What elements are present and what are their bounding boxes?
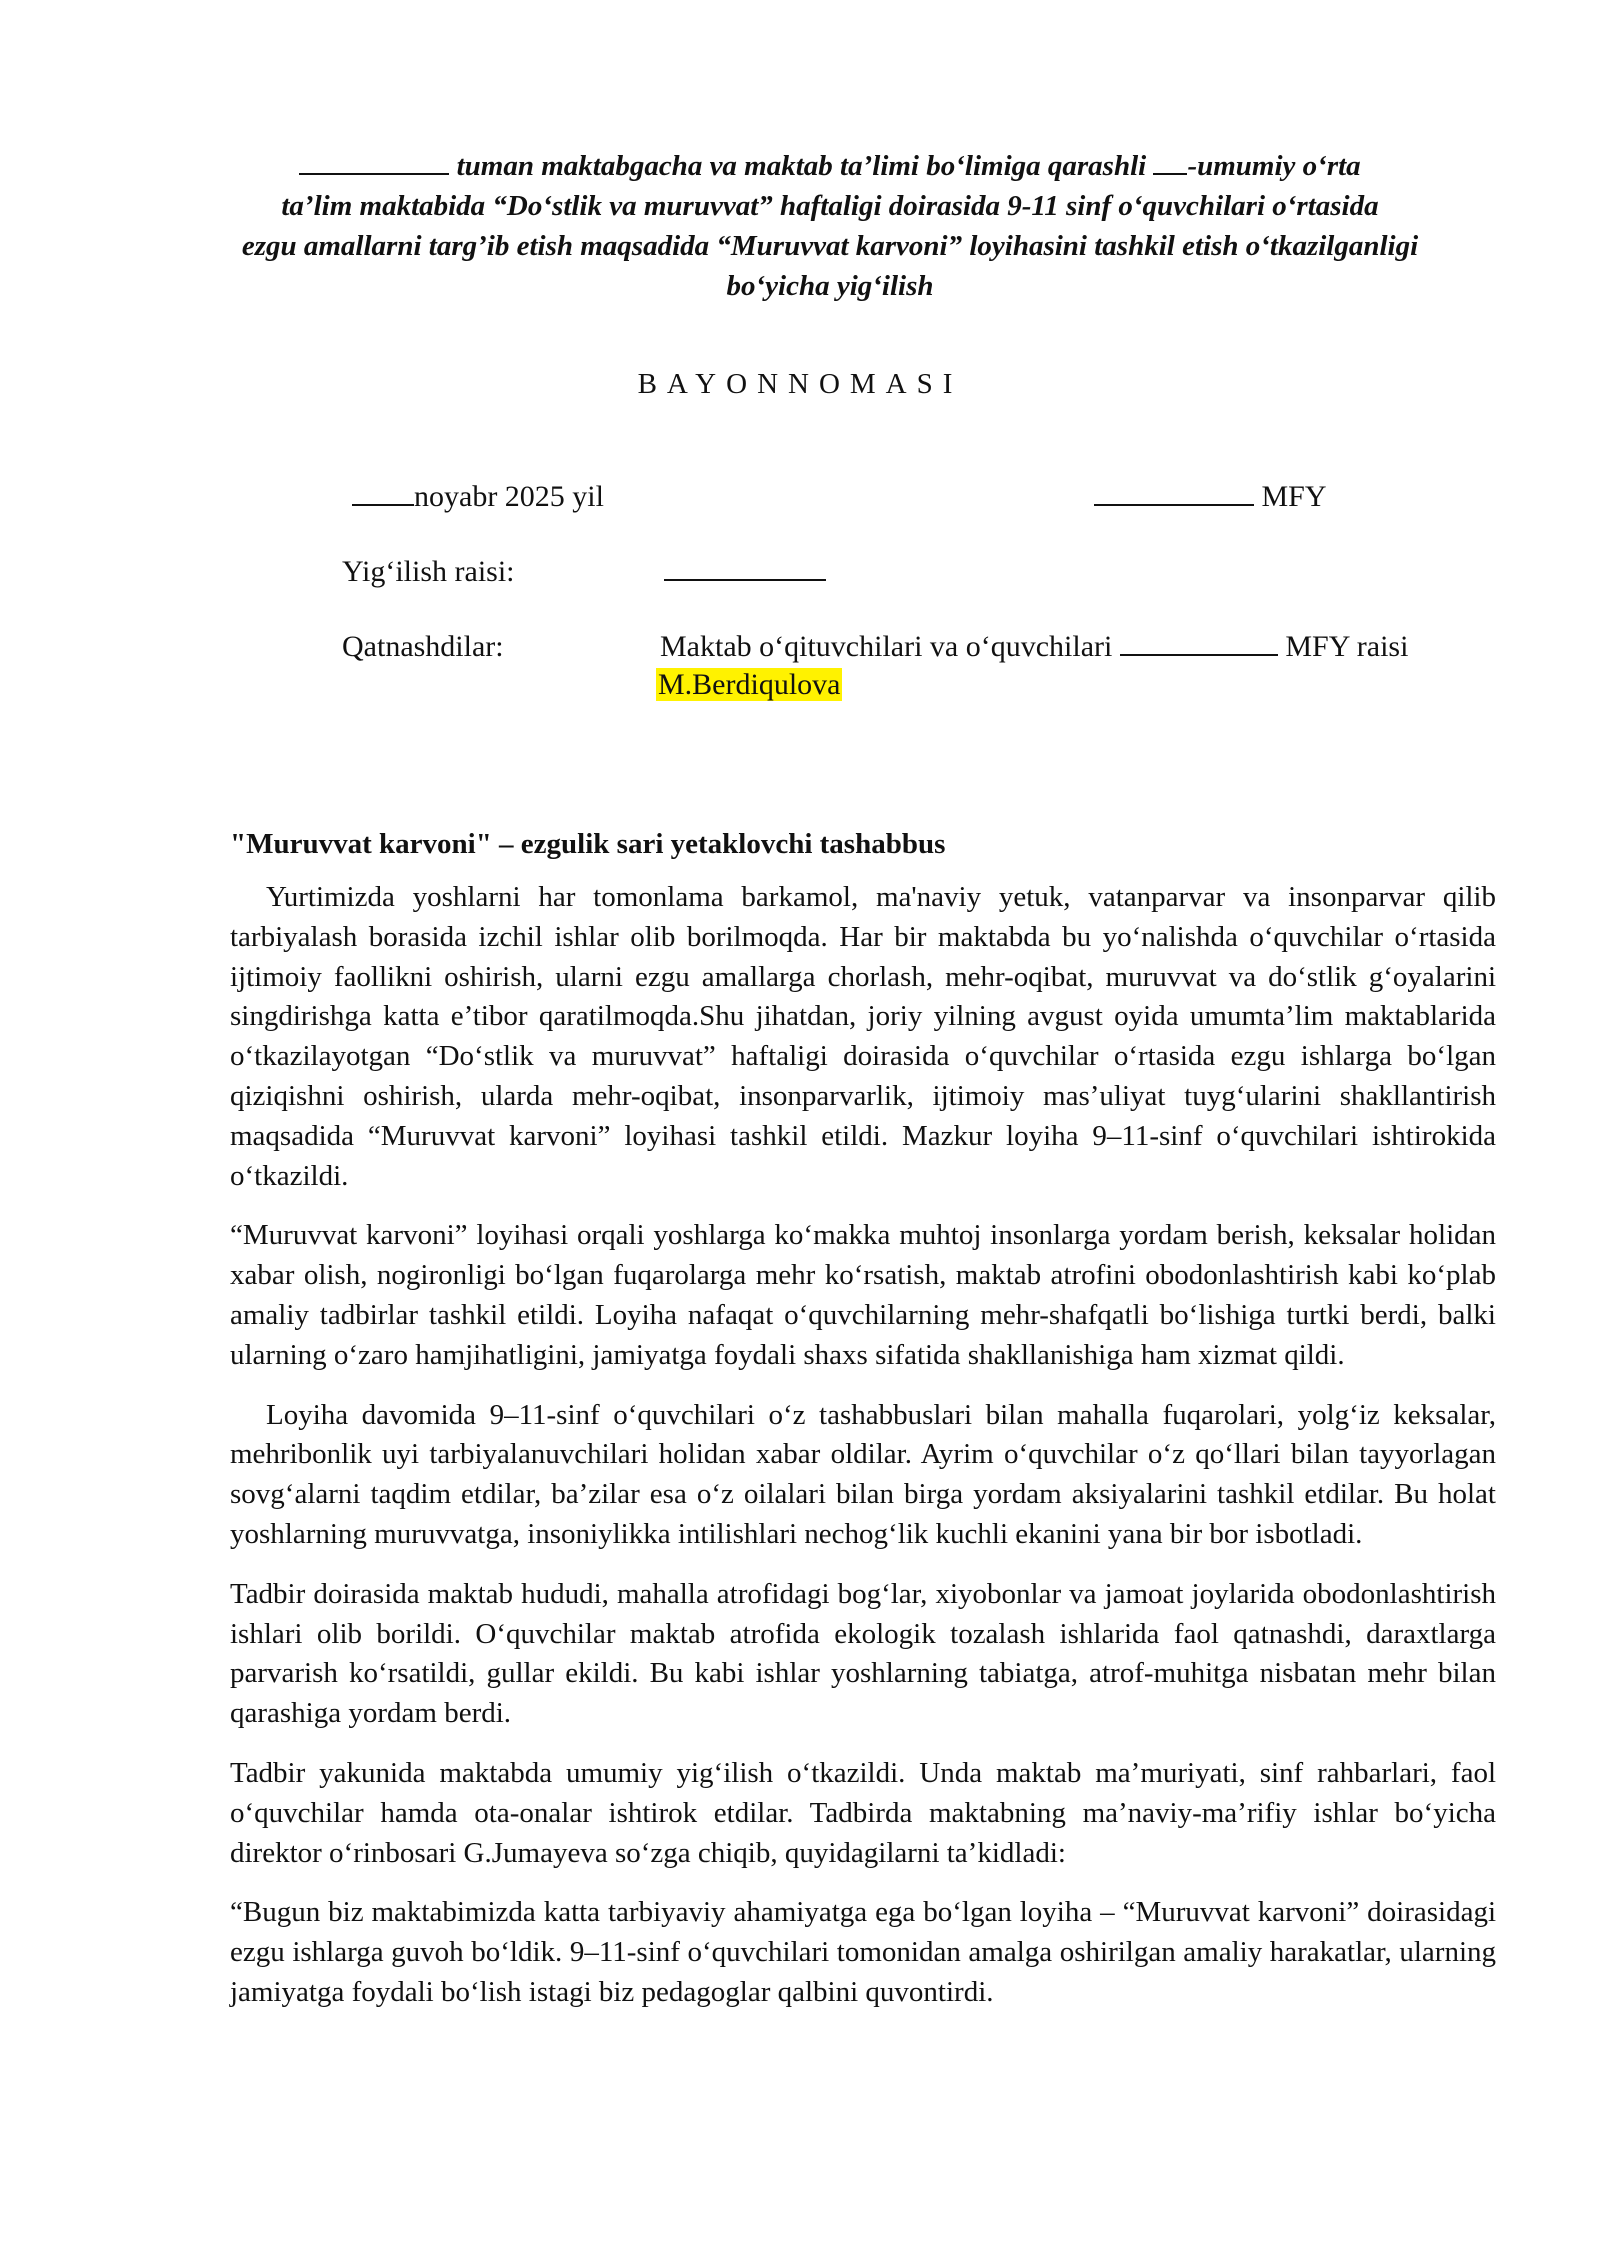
mfy-chair-blank <box>1120 654 1278 656</box>
section-title: "Muruvvat karvoni" – ezgulik sari yetaklovchi tashabbus <box>230 828 946 860</box>
participants-text: Maktab o‘qituvchilari va o‘quvchilari <box>660 630 1113 663</box>
document-header <box>200 146 1460 306</box>
header-line-3: ezgu amallarni targ’ib etish maqsadida “Muruvvat karvoni” loyihasini tashkil etish o‘tkazilganligi <box>241 230 1419 262</box>
school-number-blank <box>1153 173 1187 175</box>
name-highlight: M.Berdiqulova <box>658 668 841 701</box>
participants-label: Qatnashdilar: <box>342 630 504 663</box>
highlighted-name <box>656 666 842 704</box>
document-title: BAYONNOMASI <box>637 368 963 400</box>
chair-label: Yig‘ilish raisi: <box>342 555 515 588</box>
mfy-label: MFY <box>1261 480 1327 513</box>
paragraph: Yurtimizda yoshlarni har tomonlama barkamol, ma'naviy yetuk, vatanparvar va insonparvar qilib tarbiyalash borasida izchil ishlar olib borilmoqda. Har bir maktabda bu yo‘nalishda o‘quvchilar o‘rtasida ijtimoiy faollikni oshirish, ularni ezgu amallarga chorlash, mehr-oqibat, muruvvat va do‘stlik g‘oyalarini singdirishga katta e’tibor qaratilmoqda.Shu jihatdan, joriy yilning avgust oyida umumta’lim maktablarida o‘tkazilayotgan “Do‘stlik va muruvvat” haftaligi doirasida o‘quvchilar o‘rtasida ezgu ishlarga bo‘lgan qiziqishni oshirish, ularda mehr-oqibat, insonparvarlik, ijtimoiy mas’uliyat tuyg‘ularini shakllantirish maqsadida “Muruvvat karvoni” loyihasi tashkil etildi. Mazkur loyiha 9–11-sinf o‘quvchilari ishtirokida o‘tkazildi. <box>230 881 1496 1192</box>
header-line-2: ta’lim maktabida “Do‘stlik va muruvvat” haftaligi doirasida 9-11 sinf o‘quvchilari o‘rtasida <box>281 190 1379 222</box>
chair-field <box>664 553 826 591</box>
header-line-1 <box>200 146 1460 186</box>
paragraph: Tadbir yakunida maktabda umumiy yig‘ilish o‘tkazildi. Unda maktab ma’muriyati, sinf rahbarlari, faol o‘quvchilar hamda ota-onalar ishtirok etdilar. Tadbirda maktabning ma’naviy-ma’rifiy ishlar bo‘yicha direktor o‘rinbosari G.Jumayeva so‘zga chiqib, quyidagilarni ta’kidladi: <box>230 1756 1496 1869</box>
mfy-blank <box>1094 504 1254 506</box>
date-text: noyabr 2025 yil <box>414 480 604 513</box>
paragraph: “Bugun biz maktabimizda katta tarbiyaviy ahamiyatga ega bo‘lgan loyiha – “Muruvvat karvoni” doirasidagi ezgu ishlarga guvoh bo‘ldik. 9–11-sinf o‘quvchilari tomonidan amalga oshirilgan amaliy harakatlar, ularning jamiyatga foydali bo‘lish istagi biz pedagoglar qalbini quvontirdi. <box>230 1896 1496 2008</box>
header-text-1b: -umumiy o‘rta <box>1187 150 1361 182</box>
body-text <box>230 878 1496 2033</box>
participants-suffix: MFY raisi <box>1285 630 1409 663</box>
chair-blank <box>664 579 826 581</box>
meeting-date <box>352 478 604 516</box>
mfy-field <box>1094 478 1327 516</box>
day-blank <box>352 504 414 506</box>
header-text-1: tuman maktabgacha va maktab ta’limi bo‘limiga qarashli <box>456 150 1147 182</box>
participants-field <box>660 628 1408 666</box>
paragraph: Loyiha davomida 9–11-sinf o‘quvchilari o‘z tashabbuslari bilan mahalla fuqarolari, yolg‘iz keksalar, mehribonlik uyi tarbiyalanuvchilari holidan xabar oldilar. Ayrim o‘quvchilar o‘z qo‘llari bilan tayyorlagan sovg‘alarni taqdim etdilar, ba’zilar esa o‘z oilalari bilan birga yordam aksiyalarini tashkil etdilar. Bu holat yoshlarning muruvvatga, insoniylikka intilishlari nechog‘lik kuchli ekanini yana bir bor isbotladi. <box>230 1398 1496 1550</box>
district-blank <box>299 173 449 175</box>
paragraph: “Muruvvat karvoni” loyihasi orqali yoshlarga ko‘makka muhtoj insonlarga yordam berish, keksalar holidan xabar olish, nogironligi bo‘lgan fuqarolarga mehr ko‘rsatish, maktab atrofini obodonlashtirish kabi ko‘plab amaliy tadbirlar tashkil etildi. Loyiha nafaqat o‘quvchilarning mehr-shafqatli bo‘lishiga turtki berdi, balki ularning o‘zaro hamjihatligini, jamiyatga foydali shaxs sifatida shakllanishiga ham xizmat qildi. <box>230 1219 1496 1371</box>
header-line-4: bo‘yicha yig‘ilish <box>726 270 934 302</box>
paragraph: Tadbir doirasida maktab hududi, mahalla atrofidagi bog‘lar, xiyobonlar va jamoat joylarida obodonlashtirish ishlari olib borildi. O‘quvchilar maktab atrofida ekologik tozalash ishlarida faol qatnashdi, daraxtlarga parvarish ko‘rsatildi, gullar ekildi. Bu kabi ishlar yoshlarning tabiatga, atrof-muhitga nisbatan mehr bilan qarashiga yordam berdi. <box>230 1577 1496 1730</box>
